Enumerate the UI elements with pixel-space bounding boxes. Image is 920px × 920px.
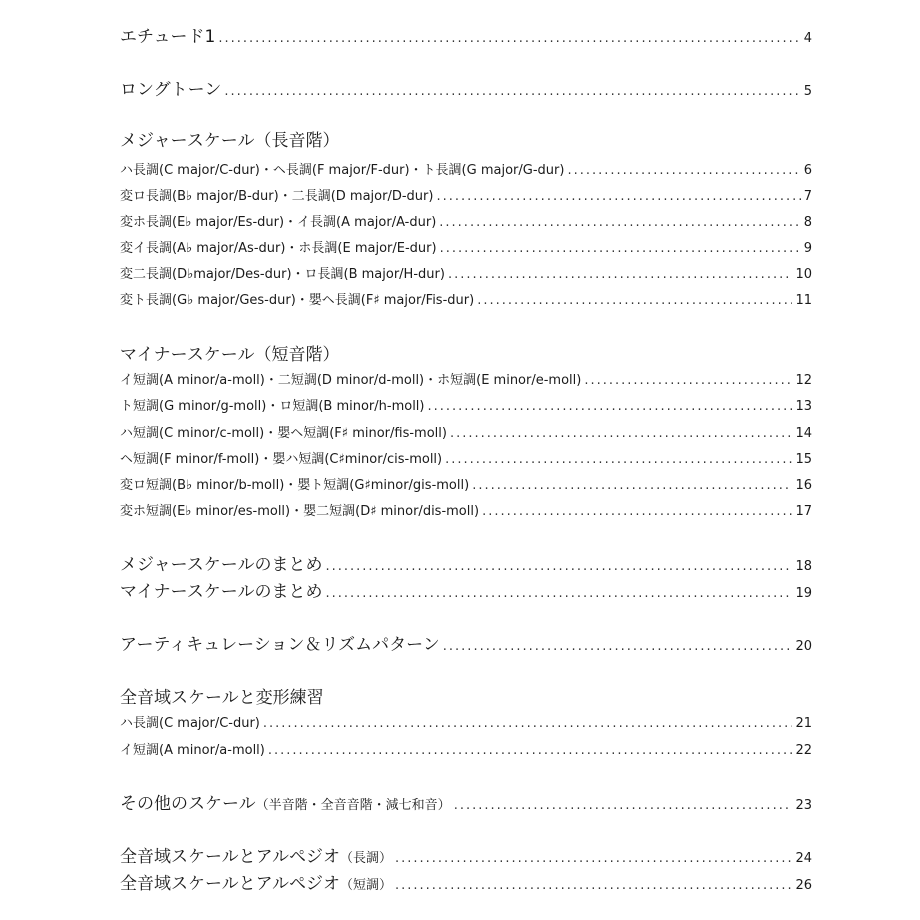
section-heading: メジャースケール（長音階） bbox=[120, 131, 340, 151]
toc-entry-label: ロングトーン bbox=[120, 80, 222, 100]
toc-entry-label: その他のスケール bbox=[120, 794, 256, 814]
toc-entry-label: イ短調(A minor/a-moll)・二短調(D minor/d-moll)・ホ短調(E minor/e-moll) bbox=[120, 373, 582, 388]
toc-entry-label-group bbox=[120, 842, 392, 867]
toc-entry-page: 18 bbox=[795, 559, 812, 574]
toc-entry[interactable] bbox=[120, 369, 812, 388]
toc-entry-page: 4 bbox=[803, 31, 812, 46]
toc-entry[interactable] bbox=[120, 842, 812, 867]
toc-entry-page: 6 bbox=[803, 163, 812, 178]
leader-dots bbox=[439, 215, 800, 230]
toc-entry-page: 22 bbox=[795, 743, 812, 758]
toc-entry-page: 5 bbox=[803, 84, 812, 99]
toc-entry-page: 11 bbox=[795, 293, 812, 308]
toc-entry-page: 13 bbox=[795, 399, 812, 414]
toc-entry[interactable] bbox=[120, 500, 812, 519]
toc-entry-sublabel: （半音階・全音音階・減七和音） bbox=[255, 798, 451, 813]
toc-entry[interactable] bbox=[120, 789, 812, 814]
toc-entry[interactable] bbox=[120, 185, 812, 204]
toc-entry[interactable] bbox=[120, 577, 812, 602]
toc-entry-sublabel: （短調） bbox=[339, 878, 392, 893]
toc-entry-label: 変イ長調(A♭ major/As-dur)・ホ長調(E major/E-dur) bbox=[120, 241, 437, 256]
toc-entry[interactable] bbox=[120, 448, 812, 467]
toc-entry[interactable] bbox=[120, 289, 812, 308]
toc-entry[interactable] bbox=[120, 739, 812, 758]
toc-entry-label: ト短調(G minor/g-moll)・ロ短調(B minor/h-moll) bbox=[120, 399, 425, 414]
leader-dots bbox=[567, 163, 800, 178]
toc-entry-page: 7 bbox=[803, 189, 812, 204]
toc-entry[interactable] bbox=[120, 550, 812, 575]
toc-entry-sublabel: （長調） bbox=[339, 851, 392, 866]
toc-entry-page: 14 bbox=[795, 426, 812, 441]
toc-entry-label: 全音域スケールとアルペジオ bbox=[120, 847, 340, 867]
toc-entry-label: ヘ短調(F minor/f-moll)・嬰ハ短調(C♯minor/cis-moll) bbox=[120, 452, 443, 467]
toc-entry-label: 全音域スケールとアルペジオ bbox=[120, 874, 340, 894]
leader-dots bbox=[218, 31, 800, 46]
leader-dots bbox=[584, 373, 792, 388]
leader-dots bbox=[445, 452, 792, 467]
toc-entry-label: 変ホ長調(E♭ major/Es-dur)・イ長調(A major/A-dur) bbox=[120, 215, 437, 230]
toc-entry[interactable] bbox=[120, 395, 812, 414]
leader-dots bbox=[263, 716, 793, 731]
toc-entry-label: 変ロ長調(B♭ major/B-dur)・二長調(D major/D-dur) bbox=[120, 189, 434, 204]
leader-dots bbox=[448, 267, 793, 282]
toc-entry-page: 17 bbox=[795, 504, 812, 519]
toc-entry-page: 19 bbox=[795, 586, 812, 601]
toc-entry[interactable] bbox=[120, 474, 812, 493]
toc-entry[interactable] bbox=[120, 211, 812, 230]
leader-dots bbox=[428, 399, 793, 414]
toc-entry-page: 15 bbox=[795, 452, 812, 467]
toc-entry-label: イ短調(A minor/a-moll) bbox=[120, 743, 265, 758]
toc-entry[interactable] bbox=[120, 22, 812, 47]
toc-entry-page: 26 bbox=[795, 878, 812, 893]
toc-entry-page: 24 bbox=[795, 851, 812, 866]
toc-entry[interactable] bbox=[120, 159, 812, 178]
toc-entry-page: 16 bbox=[795, 478, 812, 493]
toc-entry-label: ハ長調(C major/C-dur) bbox=[120, 716, 260, 731]
toc-entry-label: ハ短調(C minor/c-moll)・嬰ヘ短調(F♯ minor/fis-moll) bbox=[120, 426, 447, 441]
section-heading: マイナースケール（短音階） bbox=[120, 345, 340, 365]
toc-entry-label: 変ト長調(G♭ major/Ges-dur)・嬰ヘ長調(F♯ major/Fis-dur) bbox=[120, 293, 475, 308]
toc-entry-page: 9 bbox=[803, 241, 812, 256]
section-heading: 全音域スケールと変形練習 bbox=[120, 688, 324, 708]
leader-dots bbox=[325, 559, 792, 574]
toc-entry-page: 10 bbox=[795, 267, 812, 282]
toc-entry[interactable] bbox=[120, 630, 812, 655]
leader-dots bbox=[395, 878, 792, 893]
toc-entry-label: エチュード1 bbox=[120, 27, 216, 47]
toc-entry[interactable] bbox=[120, 869, 812, 894]
leader-dots bbox=[472, 478, 792, 493]
toc-entry-label: 変ロ短調(B♭ minor/b-moll)・嬰ト短調(G♯minor/gis-moll) bbox=[120, 478, 470, 493]
toc-entry[interactable] bbox=[120, 712, 812, 731]
toc-entry-page: 21 bbox=[795, 716, 812, 731]
leader-dots bbox=[450, 426, 792, 441]
toc-entry[interactable] bbox=[120, 237, 812, 256]
leader-dots bbox=[443, 639, 793, 654]
leader-dots bbox=[325, 586, 792, 601]
toc-entry-page: 20 bbox=[795, 639, 812, 654]
toc-entry-label: メジャースケールのまとめ bbox=[120, 555, 323, 575]
leader-dots bbox=[477, 293, 792, 308]
leader-dots bbox=[454, 798, 793, 813]
leader-dots bbox=[268, 743, 793, 758]
toc-entry[interactable] bbox=[120, 263, 812, 282]
toc-entry-page: 12 bbox=[795, 373, 812, 388]
toc-entry-label: 変二長調(D♭major/Des-dur)・ロ長調(B major/H-dur) bbox=[120, 267, 445, 282]
toc-entry-page: 8 bbox=[803, 215, 812, 230]
toc-entry[interactable] bbox=[120, 422, 812, 441]
toc-entry-label-group bbox=[120, 789, 451, 814]
leader-dots bbox=[436, 189, 800, 204]
leader-dots bbox=[482, 504, 792, 519]
toc-entry-label: マイナースケールのまとめ bbox=[120, 582, 323, 602]
toc-entry-page: 23 bbox=[795, 798, 812, 813]
toc-entry-label-group bbox=[120, 869, 392, 894]
toc-entry[interactable] bbox=[120, 75, 812, 100]
toc-entry-label: アーティキュレーション＆リズムパターン bbox=[120, 635, 440, 655]
leader-dots bbox=[440, 241, 801, 256]
leader-dots bbox=[395, 851, 792, 866]
leader-dots bbox=[224, 84, 800, 99]
toc-entry-label: ハ長調(C major/C-dur)・ヘ長調(F major/F-dur)・ト長調(G major/G-dur) bbox=[120, 163, 565, 178]
toc-entry-label: 変ホ短調(E♭ minor/es-moll)・嬰二短調(D♯ minor/dis-moll) bbox=[120, 504, 480, 519]
